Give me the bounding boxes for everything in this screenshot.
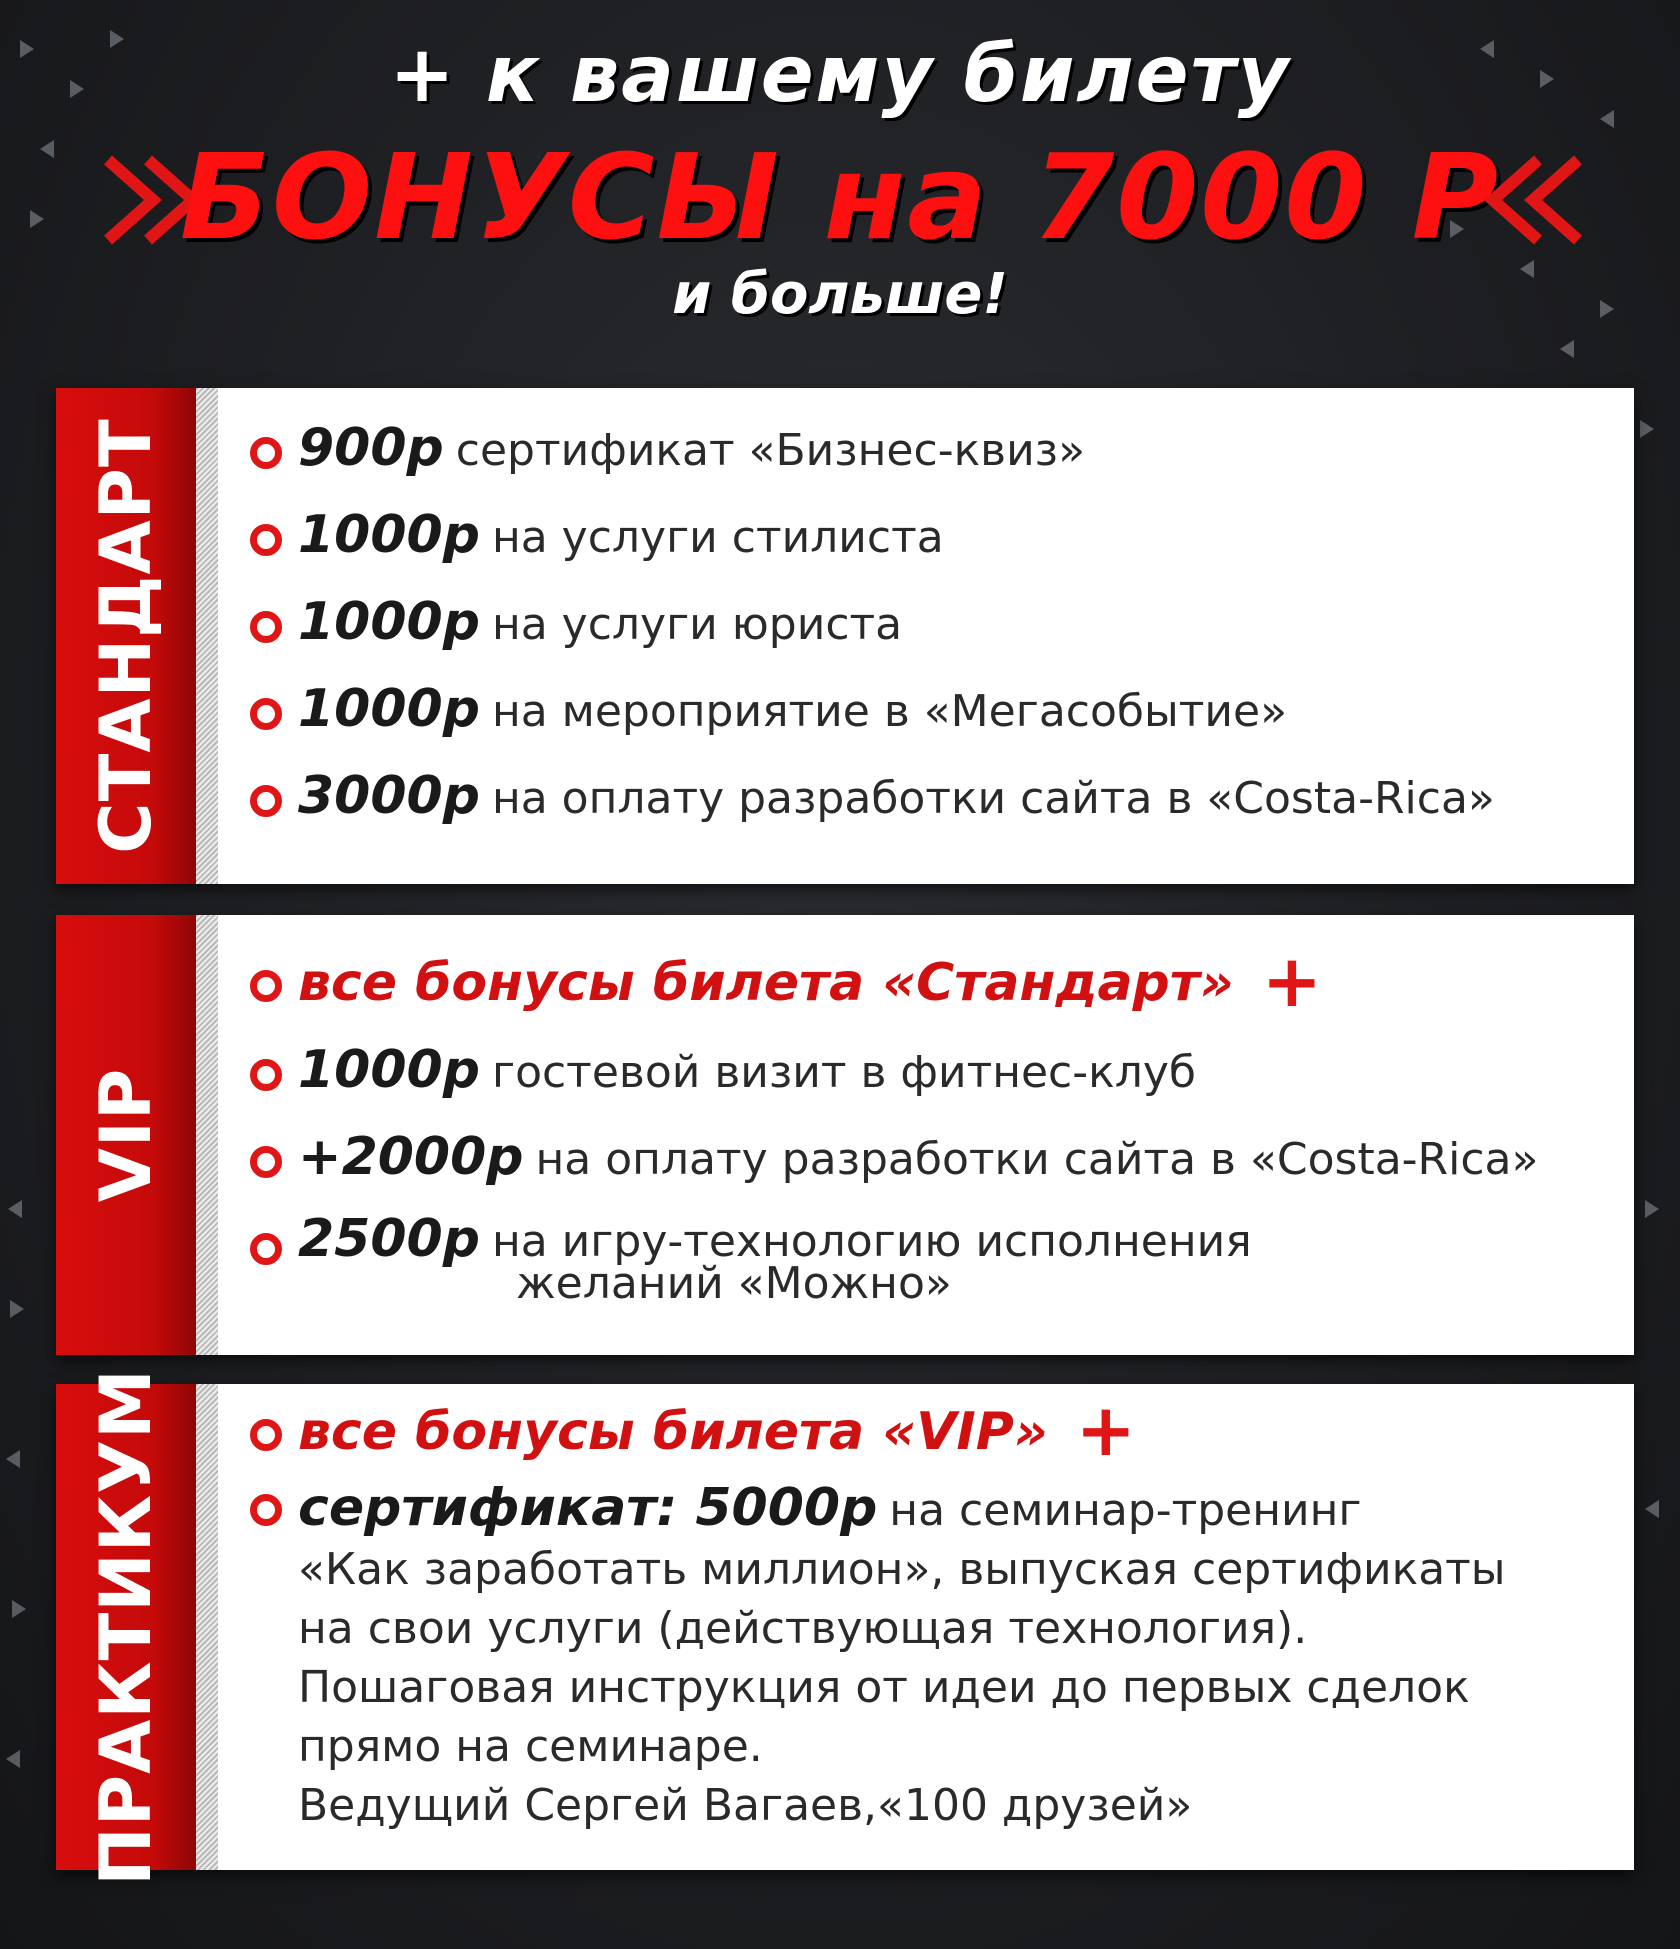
certificate-text: на семинар-тренинг [889, 1485, 1362, 1536]
description-line: «Как заработать миллион», выпуская сертификаты [298, 1544, 1506, 1595]
bullet-icon [250, 1233, 282, 1265]
vip-tab-label: VIP [85, 1067, 167, 1203]
list-item [236, 1209, 1614, 1309]
list-item [236, 1127, 1614, 1187]
list-item [236, 592, 1614, 652]
list-item [236, 1388, 1614, 1472]
practicum-tab [56, 1368, 196, 1886]
description-line: Пошаговая инструкция от идеи до первых сделок [298, 1662, 1470, 1713]
list-item [236, 766, 1614, 826]
bonus-text: на оплату разработки сайта в «Costa-Rica» [535, 1134, 1539, 1185]
practicum-tab-label: ПРАКТИКУМ [85, 1368, 167, 1886]
bonus-amount: 1000р [298, 505, 480, 565]
all-bonuses-highlight: все бонусы билета «Стандарт» [298, 953, 1234, 1013]
header-line-1: + к вашему билету [389, 30, 1291, 120]
bonus-text: на услуги юриста [491, 599, 903, 650]
list-item [236, 679, 1614, 739]
list-item [236, 1040, 1614, 1100]
bonus-text: гостевой визит в фитнес-клуб [491, 1047, 1196, 1098]
plus-icon: + [1261, 939, 1323, 1023]
chevron-left-icon [1478, 150, 1588, 250]
bullet-icon [250, 437, 282, 469]
bonus-text: на игру-технологию исполнения [491, 1216, 1252, 1267]
certificate-amount: сертификат: 5000р [298, 1478, 878, 1538]
bonus-amount: 1000р [298, 1040, 480, 1100]
all-bonuses-highlight: все бонусы билета «VIP» [298, 1402, 1048, 1462]
bonus-text: на услуги стилиста [491, 512, 944, 563]
practicum-list [236, 1388, 1614, 1867]
bullet-icon [250, 611, 282, 643]
bonus-amount: 1000р [298, 679, 480, 739]
vip-card [56, 915, 1634, 1355]
standard-card [56, 388, 1634, 884]
bullet-icon [250, 970, 282, 1002]
bonus-text: на мероприятие в «Мегасобытие» [491, 686, 1287, 737]
list-item [236, 505, 1614, 565]
bonus-amount: 1000р [298, 592, 480, 652]
list-item [236, 939, 1614, 1023]
vip-list [236, 939, 1614, 1337]
bonus-amount: 900р [298, 418, 444, 478]
bonus-amount: +2000р [298, 1127, 524, 1187]
plus-icon: + [1075, 1388, 1136, 1472]
standard-tab-label: СТАНДАРТ [85, 418, 167, 854]
description-line: на свои услуги (действующая технология). [298, 1603, 1308, 1654]
vip-tab [56, 915, 196, 1355]
header-bonus-title: БОНУСЫ на 7000 Р [179, 128, 1501, 266]
bullet-icon [250, 698, 282, 730]
list-item [236, 1479, 1614, 1835]
bonus-text: сертификат «Бизнес-квиз» [455, 425, 1085, 476]
bonus-text: на оплату разработки сайта в «Costa-Rica» [491, 773, 1495, 824]
header-line-3: и больше! [672, 262, 1008, 327]
standard-tab [56, 388, 196, 884]
bonus-text-continued: желаний «Можно» [516, 1258, 952, 1309]
bullet-icon [250, 1419, 282, 1451]
bonus-amount: 2500р [298, 1209, 480, 1269]
practicum-card [56, 1368, 1634, 1886]
description-line: прямо на семинаре. [298, 1721, 763, 1772]
standard-list [236, 418, 1614, 857]
bullet-icon [250, 1059, 282, 1091]
description-line: Ведущий Сергей Вагаев,«100 друзей» [298, 1780, 1193, 1831]
list-item [236, 418, 1614, 478]
bullet-icon [250, 1146, 282, 1178]
bullet-icon [250, 524, 282, 556]
bullet-icon [250, 1494, 282, 1526]
bonus-amount: 3000р [298, 766, 480, 826]
bullet-icon [250, 785, 282, 817]
